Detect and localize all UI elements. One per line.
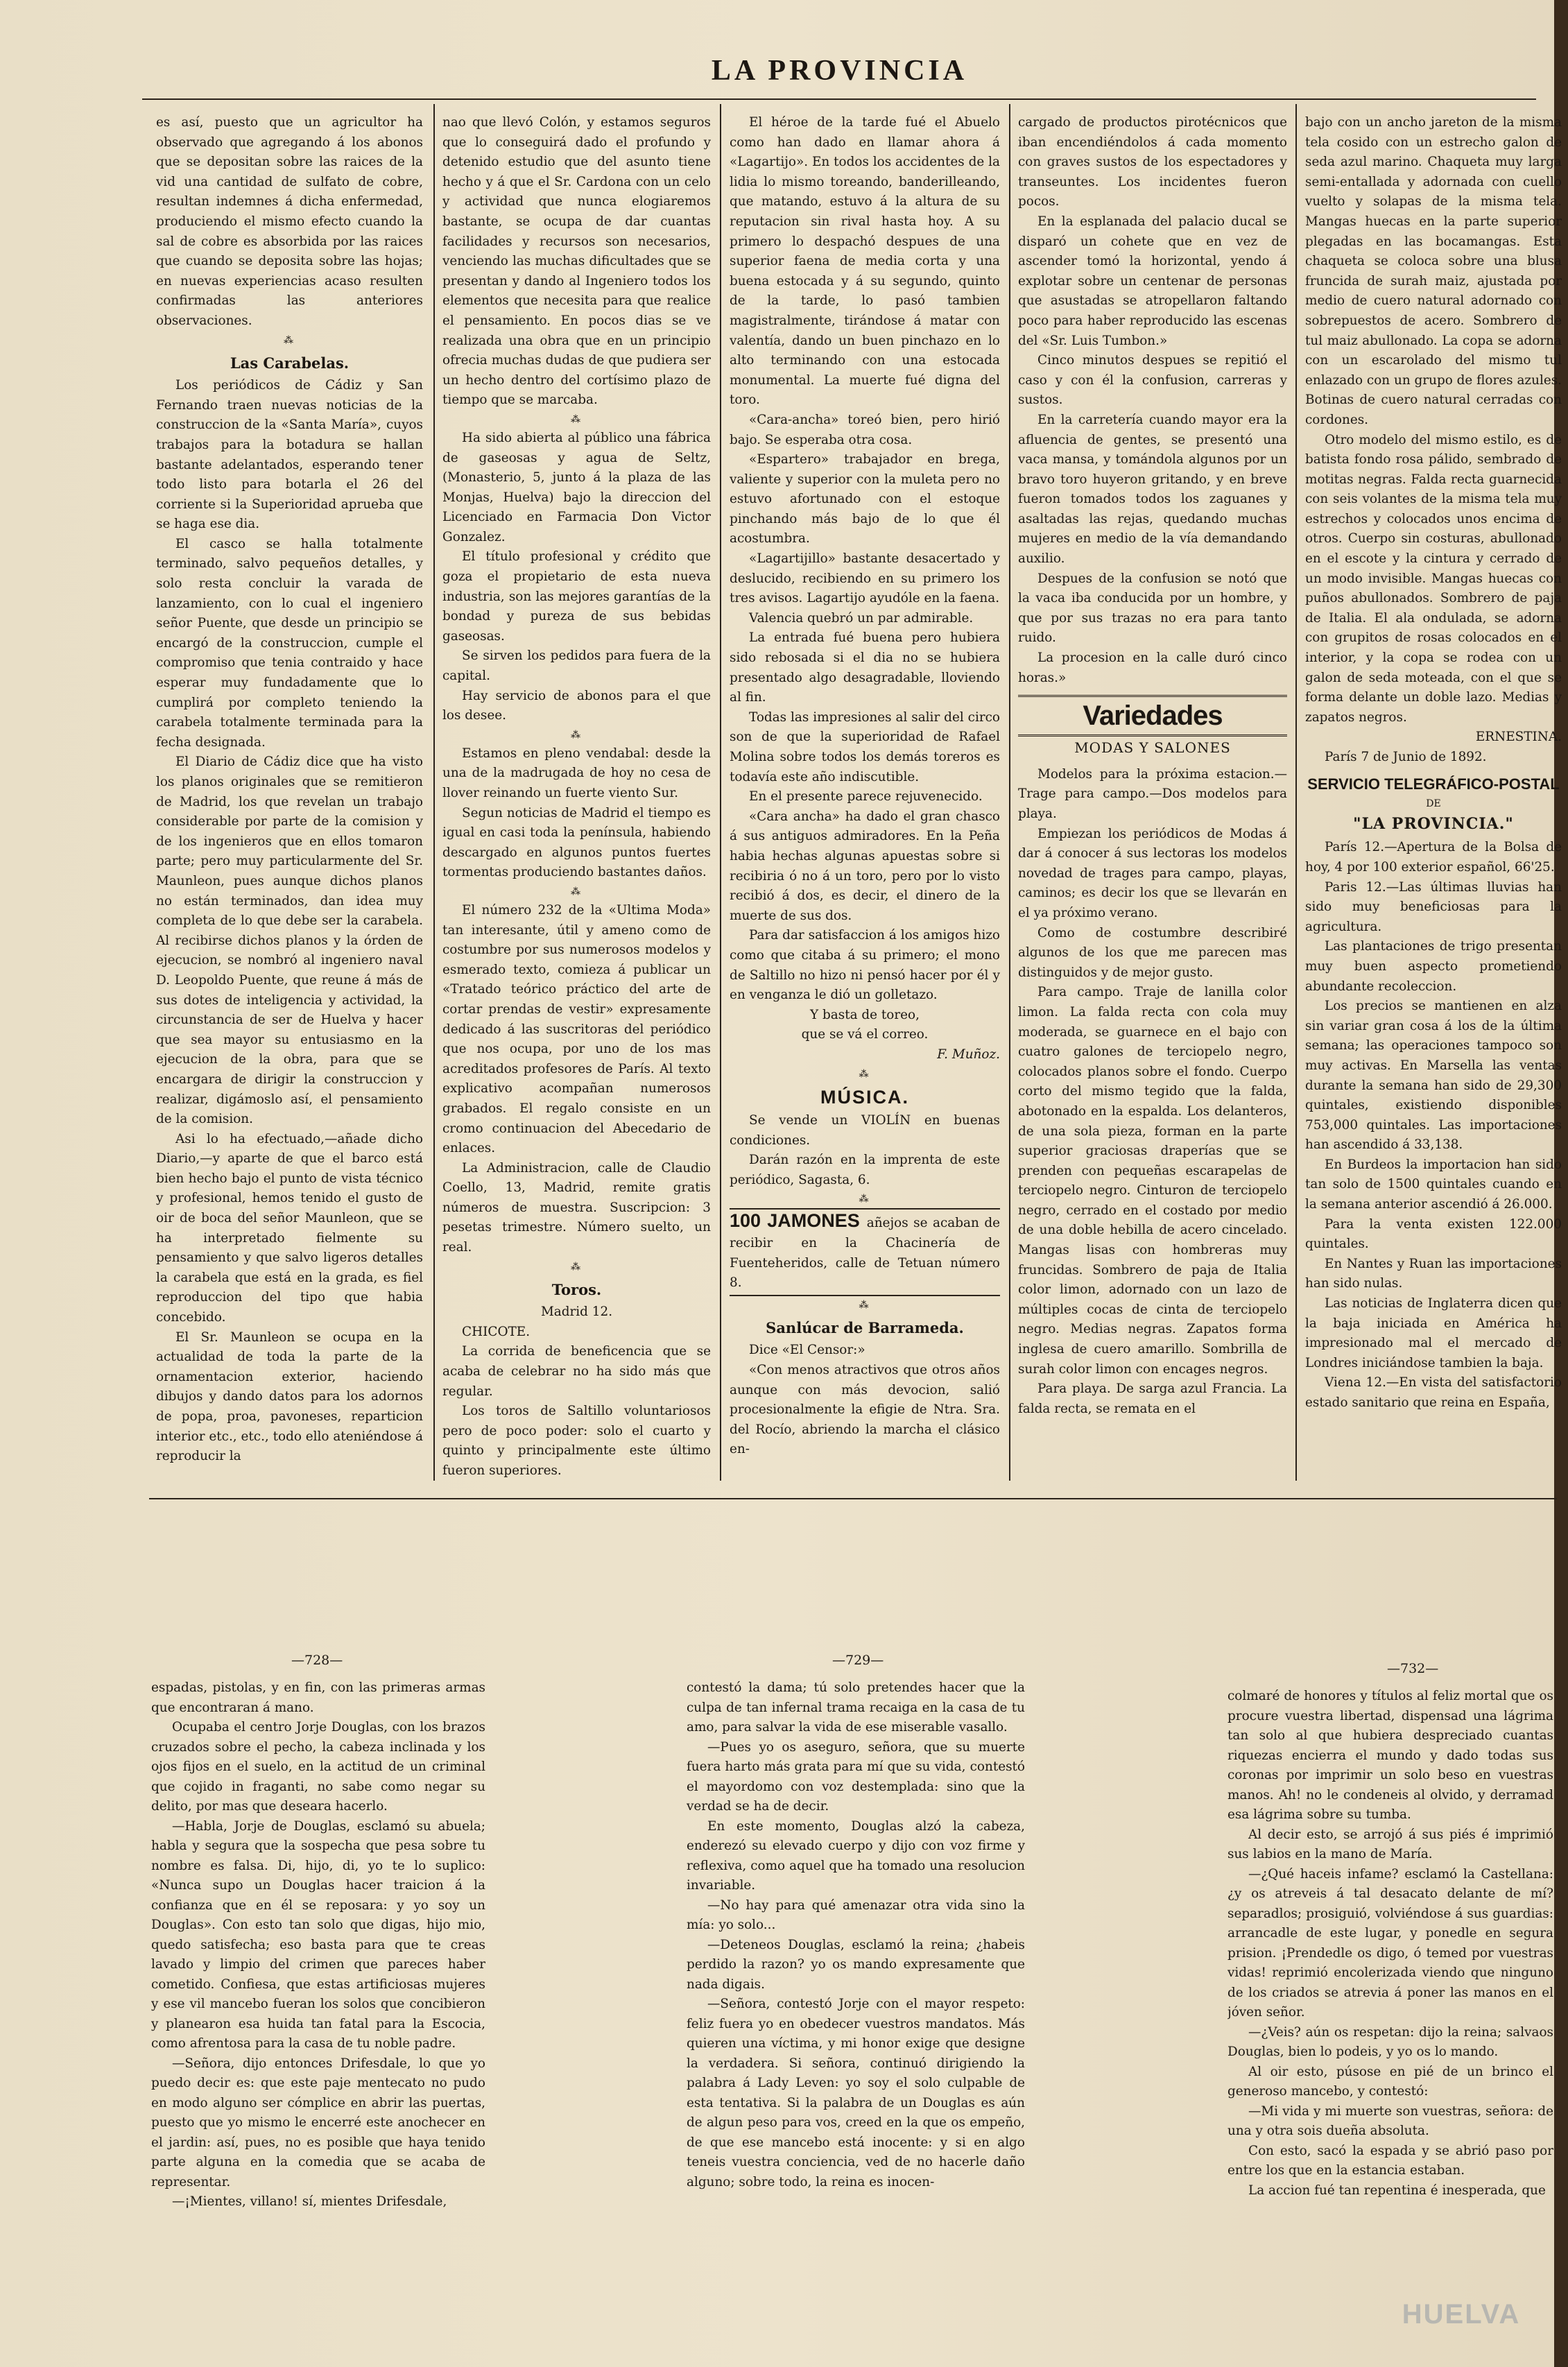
article-text: El título profesional y crédito que goza el propietario de esta nueva industria, son las mejores garantías de la bondad y pureza de sus bebidas gaseosas. <box>442 549 711 644</box>
column-2 <box>442 113 711 1483</box>
article-text: Los periódicos de Cádiz y San Fernando traen nuevas noticias de la construccion de la «Santa María», cuyos trabajos para la botadura se hallan bastante adelantados, esperando tener todo listo para botarla el 26 del corriente si la Superioridad aprueba que se haga ese dia. <box>156 378 423 532</box>
byline: CHICOTE. <box>462 1324 531 1339</box>
headline-sanlucar: Sanlúcar de Barrameda. <box>766 1318 964 1336</box>
advert-text: Darán razón en la imprenta de este periódico, Sagasta, 6. <box>730 1153 1000 1187</box>
section-separator: ⁂ <box>859 1299 871 1311</box>
folletin-text: —Pues yo os aseguro, señora, que su muerte fuera harto más grata para mí que su vida, contestó el mayordomo con voz destemplada: sino que la verdad se ha de decir. <box>687 1739 1025 1814</box>
article-text: Valencia quebró un par admirable. <box>749 610 974 626</box>
article-text: Para campo. Traje de lanilla color limon. La falda recta con cola muy moderada, se guarnece en el bajo con cuatro galones de terciopelo negro, colocados planos sobre el fondo. Cuerpo corto del mismo tegido que la falda, abotonado en la espalda. Los delanteros, de una sola pieza, forman en la parte superior graciosas draperías que se prenden con pequeñas escarapelas de terciopelo negro. Cinturon de terciopelo negro, cerrado en el costado por medio de una doble hebilla de acero cincelado. Mangas lisas con hombreras muy fruncidas. Sombrero de paja de Italia color limon, adornado con un lazo de múltiples cocas de cinta de terciopelo negro. Medias negras. Zapatos forma inglesa de cuero amarillo. Sombrilla de surah color limon con encages negros. <box>1018 985 1287 1377</box>
folio-732: —732— <box>1387 1661 1439 1676</box>
folletin-column-2 <box>687 1678 1025 2344</box>
subheadline-modas: MODAS Y SALONES <box>1074 739 1231 757</box>
article-text: Ha sido abierta al público una fábrica de gaseosas y agua de Seltz, (Monasterio, 5, junto á la plaza de las Monjas, Huelva) bajo la direccion del Licenciado en Farmacia Don Victor Gonzalez. <box>442 430 711 544</box>
article-text: La entrada fué buena pero hubiera sido rebosada si el dia no se hubiera presentado algo desagradable, lloviendo al fin. <box>730 630 1000 705</box>
signature: F. Muñoz. <box>937 1047 1000 1062</box>
folletin-text: —¿Qué haceis infame? esclamó la Castellana: ¿y os atreveis á tal desacato delante de mí? separadlos; prosiguió, volviéndose á sus guardias: arrancadle de este lugar, y ponedle en segura prision. ¡Prendedle os digo, ó temed por vuestras vidas! reprimió encolerizada viendo que ninguno de los criados se atrevia á poner las manos en el jóven señor. <box>1227 1866 1553 2020</box>
telegram-text: En Nantes y Ruan las importaciones han sido nulas. <box>1305 1256 1562 1291</box>
article-text: cargado de productos pirotécnicos que iban encendiéndolos á cada momento con graves sustos de los espectadores y transeuntes. Los incidentes fueron pocos. <box>1018 115 1287 209</box>
folletin-text: La accion fué tan repentina é inesperada, que <box>1248 2183 1546 2198</box>
folletin-text: —Señora, contestó Jorje con el mayor respeto: feliz fuera yo en obedecer vuestros mandatos. Más quieren una víctima, y mi honor exige que designe la verdadera. Si señora, continuó dirigiendo la palabra á Lady Leven: yo soy el solo culpable de esta tentativa. Si la palabra de un Douglas es aún de algun peso para vos, creed en la que os empeño, de que ese mancebo está inocente: y si en algo teneis vuestra conciencia, ved de no hacerle daño alguno; sobre todo, la reina es inocen- <box>687 1997 1025 2189</box>
article-text: «Lagartijillo» bastante desacertado y deslucido, recibiendo en su primero los tres avisos. Lagartijo ayudóle en la faena. <box>730 551 1000 606</box>
article-text: Dice «El Censor:» <box>749 1343 865 1358</box>
article-text: Asi lo ha efectuado,—añade dicho Diario,—y aparte de que el barco está bien hecho bajo el punto de vista técnico y profesional, hemos tenido el gusto de oir de boca del señor Maunleon, que se ha interpretado fielmente su pensamiento y que salvo ligeros detalles la carabela que está en la grada, es fiel reproduccion del tipo que habia concebido. <box>156 1131 423 1325</box>
verse-line: Y basta de toreo, <box>810 1007 920 1022</box>
folletin-text: —No hay para qué amenazar otra vida sino la mía: yo solo... <box>687 1897 1025 1932</box>
headline-toros: Toros. <box>551 1280 602 1298</box>
article-text: En el presente parece rejuvenecido. <box>749 789 983 804</box>
section-separator: ⁂ <box>571 413 583 425</box>
folletin-text: —Deteneos Douglas, esclamó la reina; ¿habeis perdido la razon? yo os mando expresamente que nada digais. <box>687 1937 1025 1992</box>
article-text: Despues de la confusion se notó que la vaca iba conducida por un hombre, y que por sus trazas no era para tanto ruido. <box>1018 571 1287 646</box>
verse-line: que se vá el correo. <box>801 1027 929 1042</box>
folletin-column-3 <box>1227 1687 1553 2342</box>
headline-las-carabelas: Las Carabelas. <box>230 354 350 372</box>
section-separator: ⁂ <box>571 1261 583 1273</box>
folletin-text: —Habla, Jorje de Douglas, esclamó su abuela; habla y segura que la sospecha que pesa sobre tu nombre es falsa. Di, hijo, di, yo te lo suplico: «Nunca supo un Douglas hacer traicion á la confianza que en él se reposara: y yo soy un Douglas». Con esto tan solo que digas, hijo mio, quedo satisfecha; eso basta para que te creas lavado y limpio del crimen que pareces haber cometido. Confiesa, que estas artificiosas mujeres y ese vil mancebo fueran los solos que concibieron y planearon esa huida tan fatal para la Escocia, como afrentosa para la casa de tu noble padre. <box>151 1818 485 2051</box>
folletin-rule <box>149 1498 1557 1499</box>
telegram-text: Viena 12.—En vista del satisfactorio estado sanitario que reina en España, <box>1305 1375 1562 1410</box>
section-separator: ⁂ <box>859 1194 871 1205</box>
advert-text: Se vende un VIOLÍN en buenas condiciones. <box>730 1113 1000 1148</box>
telegram-text: Los precios se mantienen en alza sin variar gran cosa á los de la última semana; las operaciones tampoco son muy activas. En Marsella las ventas durante la semana han sido de 29,300 quintales, existiendo disponibles 753,000 quintales. Las importaciones han ascendido á 33,138. <box>1305 999 1562 1153</box>
article-text: «Cara ancha» ha dado el gran chasco á sus antiguos admiradores. En la Peña habia hechas algunas apuestas sobre si recibiria ó no á un toro, pero por lo visto recibió á dos, es decir, el dinero de la muerte de sus dos. <box>730 809 1000 923</box>
section-separator: ⁂ <box>284 334 295 346</box>
article-text: La Administracion, calle de Claudio Coello, 13, Madrid, remite gratis números de muestra. Suscripcion: 3 pesetas trimestre. Número suelto, un real. <box>442 1160 711 1255</box>
folletin-text: —¿Veis? aún os respetan: dijo la reina; salvaos Douglas, bien lo podeis, y yo os lo mando. <box>1227 2024 1553 2059</box>
column-rule-2 <box>720 104 721 1481</box>
folletin-column-1 <box>151 1678 485 2344</box>
advert-jamones-text: añejos se acaban de recibir en la Chacinería de Fuenteheridos, calle de Tetuan número 8. <box>730 1216 1000 1291</box>
article-text: El Sr. Maunleon se ocupa en la actualidad de toda la parte de la ornamentacion exterior, haciendo dibujos y dando datos para los adornos de popa, proa, pavoneses, reparticion interior etc., etc., todo ello ateniéndose á reproducir la <box>156 1329 423 1464</box>
article-text: En la carretería cuando mayor era la afluencia de gentes, se presentó una vaca mansa, y tomándola algunos por un bravo toro huyeron gritando, y en breve fueron tomados todos los zaguanes y asaltadas las rejas, quedando muchas mujeres en medio de la vía demandando auxilio. <box>1018 412 1287 567</box>
folletin-text: Ocupaba el centro Jorje Douglas, con los brazos cruzados sobre el pecho, la cabeza inclinada y los ojos fijos en el suelo, en la actitud de un criminal que cojido in fraganti, no sabe como negar su delito, por mas que deseara hacerlo. <box>151 1720 485 1814</box>
signature: ERNESTINA. <box>1475 730 1562 745</box>
newspaper-title: LA PROVINCIA <box>711 55 968 87</box>
servicio-de: DE <box>1426 798 1441 810</box>
article-text: «Con menos atractivos que otros años aunque con más devocion, salió procesionalmente la efigie de Ntra. Sra. del Rocío, abriendo la marcha el clásico en- <box>730 1363 1000 1457</box>
folletin-text: Con esto, sacó la espada y se abrió paso por entre los que en la estancia estaban. <box>1227 2143 1553 2178</box>
article-text: Empiezan los periódicos de Modas á dar á conocer á sus lectoras los modelos novedad de trages para campo, playas, caminos; es decir los que se llevarán en el ya próximo verano. <box>1018 826 1287 920</box>
archive-watermark-stamp: HUELVA <box>1402 2299 1521 2330</box>
article-text: nao que llevó Colón, y estamos seguros que lo conseguirá dado el profundo y detenido estudio que del asunto tiene hecho y á que el Sr. Cardona con un celo y actividad que nunca elogiaremos bastante, se ocupa de dar cuantas facilidades y recursos son necesarios, venciendo las muchas dificultades que se presentan y dando al Ingeniero todos los elementos que necesita para que realice el pensamiento. En pocos dias se ve realizada una obra que en un principio ofrecia muchas dudas de que pudiera ser un hecho dentro del cortísimo plazo de tiempo que se marcaba. <box>442 115 711 408</box>
article-text: El Diario de Cádiz dice que ha visto los planos originales que se remitieron de Madrid, los que revelan un trabajo considerable por parte de la comision y de los ingenieros que en ellos tomaron parte; pero muy particularmente del Sr. Maunleon, pues aunque dichos planos no están terminados, dan idea muy completa de lo que debe ser la carabela. Al recibirse dichos planos y la órden de ejecucion, se nombró al ingeniero naval D. Leopoldo Puente, que reune á más de sus dotes de inteligencia y actividad, la circunstancia de ser de Huelva y hacer que sea mayor su entusiasmo en la ejecucion de la obra, para que se encargara de dirigir la construccion y realizar, digámoslo así, el pensamiento de la comision. <box>156 755 423 1127</box>
article-text: El héroe de la tarde fué el Abuelo como han dado en llamar ahora á «Lagartijo». En todos los accidentes de la lidia lo mismo toreando, banderilleando, que matando, estuvo á la altura de su reputacion sin rival hasta hoy. A su primero lo despachó despues de una superior faena de media corta y una buena estocada y á su segundo, quinto de la tarde, lo pasó tambien magistralmente, tirándose á matar con valentía, dando un buen pinchazo en lo alto terminando con una estocada monumental. La muerte fué digna del toro. <box>730 115 1000 408</box>
article-text: Segun noticias de Madrid el tiempo es igual en casi toda la península, habiendo descargado en algunos puntos fuertes tormentas produciendo bastantes daños. <box>442 805 711 880</box>
folletin-text: En este momento, Douglas alzó la cabeza, enderezó su elevado cuerpo y dijo con voz firme y reflexiva, como aquel que ha tomado una resolucion invariable. <box>687 1818 1025 1893</box>
masthead-rule <box>142 98 1536 100</box>
folletin-text: —Señora, dijo entonces Drifesdale, lo que yo puedo decir es: que este paje mentecato no pudo en modo alguno ser cómplice en abrir las puertas, puesto que yo mismo le encerré este anochecer en el jardin: así, pues, no es posible que haya tenido parte alguna en la comedia que se acaba de representar. <box>151 2056 485 2189</box>
servicio-name: "LA PROVINCIA." <box>1353 814 1514 833</box>
article-text: El casco se halla totalmente terminado, salvo pequeños detalles, y solo resta concluir la varada de lanzamiento, con lo cual el ingeniero señor Puente, que desde un principio se encargó de la construccion, cumple el compromiso que tenia contraido y hace esperar muy fundadamente que lo cumplirá por completo teniendo la carabela totalmente terminada para la fecha designada. <box>156 536 423 750</box>
telegram-text: Las noticias de Inglaterra dicen que la baja iniciada en América ha impresionado mal el mercado de Londres iniciándose tambien la baja. <box>1305 1296 1562 1370</box>
folletin-text: Al decir esto, se arrojó á sus piés é imprimió sus labios en la mano de María. <box>1227 1827 1553 1861</box>
advert-jamones <box>730 1208 1000 1296</box>
folletin-text: colmaré de honores y títulos al feliz mortal que os procure vuestra libertad, dispensad una lágrima tan solo al que hubiera despreciado cuantas riquezas encierra el mundo y dado todas sus coronas por imprimir un solo beso en vuestras manos. Ah! no le condeneis al olvido, y derramad esa lágrima sobre su tumba. <box>1227 1689 1553 1822</box>
article-text: Para playa. De sarga azul Francia. La falda recta, se remata en el <box>1018 1382 1287 1416</box>
telegram-text: Paris 12.—Las últimas lluvias han sido muy beneficiosas para la agricultura. <box>1305 879 1562 934</box>
column-4 <box>1018 113 1287 1483</box>
column-5 <box>1305 113 1562 1483</box>
article-text: La procesion en la calle duró cinco horas.» <box>1018 651 1287 685</box>
section-separator: ⁂ <box>859 1068 871 1080</box>
dateline: Madrid 12. <box>540 1305 613 1320</box>
servicio-title: SERVICIO TELEGRÁFICO-POSTAL <box>1307 775 1560 793</box>
dateline: París 7 de Junio de 1892. <box>1325 750 1487 764</box>
servicio-header <box>1305 775 1562 834</box>
article-text: bajo con un ancho jareton de la misma tela cosido con un estrecho galon de seda azul marino. Chaqueta muy larga semi-entallada y adornada con cuello vuelto y solapas de la misma tela. Mangas huecas en la parte superior plegadas en las bocamangas. Esta chaqueta se coloca sobre una blusa fruncida de surah maiz, ajustada por medio de cuero natural adornado con sobrepuestos de acero. Sombrero de tul maiz abullonado. La copa se adorna con un escarolado del mismo tul enlazado con un grupo de flores azules. Botinas de cuero natural cerradas con cordones. <box>1305 115 1562 427</box>
article-text: Los toros de Saltillo voluntariosos pero de poco poder: solo el cuarto y quinto y principalmente este último fueron superiores. <box>442 1404 711 1478</box>
telegram-text: París 12.—Apertura de la Bolsa de hoy, 4 por 100 exterior español, 66'25. <box>1305 840 1562 875</box>
headline-variedades: Variedades <box>1018 695 1287 737</box>
article-text: «Espartero» trabajador en brega, valiente y superior con la muleta pero no estuvo afortunado con el estoque pinchando más bajo de lo que él acostumbra. <box>730 452 1000 546</box>
article-text: Hay servicio de abonos para el que los desee. <box>442 688 711 723</box>
telegram-text: Para la venta existen 122.000 quintales. <box>1305 1216 1562 1252</box>
article-text: es así, puesto que un agricultor ha observado que agregando á los abonos que se depositan sobre las raices de la vid una cantidad de sulfato de cobre, resultan indemnes á dicha enfermedad, produciendo el mismo efecto cuando la sal de cobre es absorbida por las raices que cuando se deposita sobre las hojas; en nuevas experiencias acaso resulten confirmadas las anteriores observaciones. <box>156 115 423 328</box>
article-text: El número 232 de la «Ultima Moda» tan interesante, útil y ameno como de costumbre por sus numerosos modelos y esmerado texto, comieza á publicar un «Tratado teórico práctico del arte de cortar prendas de vestir» expresamente dedicado á las suscritoras del periódico que nos ocupa, por uno de los mas acreditados profesores de París. Al texto explicativo acompañan numerosos grabados. El regalo consiste en un cromo continuacion del Abecedario de enlaces. <box>442 902 711 1156</box>
article-text: En la esplanada del palacio ducal se disparó un cohete que en vez de ascender tomó la horizontal, yendo á explotar sobre un centenar de personas que asustadas se atropellaron faltando poco para haber reproducido las escenas del «Sr. Luis Tumbon.» <box>1018 214 1287 348</box>
advert-jamones-title: 100 JAMONES <box>730 1210 860 1232</box>
folio-728: —728— <box>291 1653 343 1668</box>
article-text: Todas las impresiones al salir del circo son de que la superioridad de Rafael Molina sobre todos los demás toreros es todavía este año indiscutible. <box>730 709 1000 784</box>
article-text: Como de costumbre describiré algunos de los que me parecen mas distinguidos y de mejor gusto. <box>1018 925 1287 980</box>
folletin-text: —Mi vida y mi muerte son vuestras, señora: de una y otra sois dueña absoluta. <box>1227 2103 1553 2138</box>
article-text: Otro modelo del mismo estilo, es de batista fondo rosa pálido, sembrado de motitas negras. Falda recta guarnecida con seis volantes de la misma tela muy estrechos y colocados unos encima de otros. Cuerpo sin costuras, abullonado en el escote y la cintura y cerrado de un modo invisible. Mangas huecas con puños abullonados. Sombrero de paja de Italia. El ala ondulada, se adorna con grupitos de rosas colocados en el interior, y la copa se rodea con un galon de seda moteada, con el que se forma delante un doble lazo. Medias y zapatos negros. <box>1305 432 1562 725</box>
column-1 <box>156 113 423 1483</box>
article-text: La corrida de beneficencia que se acaba de celebrar no ha sido más que regular. <box>442 1344 711 1399</box>
section-separator: ⁂ <box>571 886 583 897</box>
article-text: Modelos para la próxima estacion.—Trage para campo.—Dos modelos para playa. <box>1018 766 1287 821</box>
article-text: Para dar satisfaccion á los amigos hizo como que citaba á su primero; el mono de Saltillo no hizo ni pensó hacer por él y en venganza le dió un golletazo. <box>730 928 1000 1003</box>
article-text: Estamos en pleno vendabal: desde la una de la madrugada de hoy no cesa de llover reinando un fuerte viento Sur. <box>442 746 711 800</box>
telegram-text: Las plantaciones de trigo presentan muy buen aspecto prometiendo abundante recoleccion. <box>1305 939 1562 994</box>
column-rule-1 <box>433 104 435 1481</box>
article-text: Se sirven los pedidos para fuera de la capital. <box>442 648 711 684</box>
headline-musica: MÚSICA. <box>820 1086 909 1108</box>
masthead <box>139 46 1540 96</box>
article-text: «Cara-ancha» toreó bien, pero hirió bajo. Se esperaba otra cosa. <box>730 412 1000 447</box>
folio-729: —729— <box>832 1653 884 1668</box>
folletin-text: contestó la dama; tú solo pretendes hacer que la culpa de tan infernal trama recaiga en la casa de tu amo, para salvar la vida de ese miserable vasallo. <box>687 1680 1025 1735</box>
column-rule-4 <box>1295 104 1297 1481</box>
folletin-text: espadas, pistolas, y en fin, con las primeras armas que encontraran á mano. <box>151 1680 485 1715</box>
folletin-text: —¡Mientes, villano! sí, mientes Drifesdale, <box>172 2194 447 2209</box>
telegram-text: En Burdeos la importacion han sido tan solo de 1500 quintales cuando en la semana anterior ascendió á 26.000. <box>1305 1157 1562 1212</box>
column-3 <box>730 113 1000 1483</box>
column-rule-3 <box>1009 104 1010 1481</box>
article-text: Cinco minutos despues se repitió el caso y con él la confusion, carreras y sustos. <box>1018 353 1287 408</box>
folletin-text: Al oir esto, púsose en pié de un brinco el generoso mancebo, y contestó: <box>1227 2064 1553 2099</box>
section-separator: ⁂ <box>571 729 583 741</box>
